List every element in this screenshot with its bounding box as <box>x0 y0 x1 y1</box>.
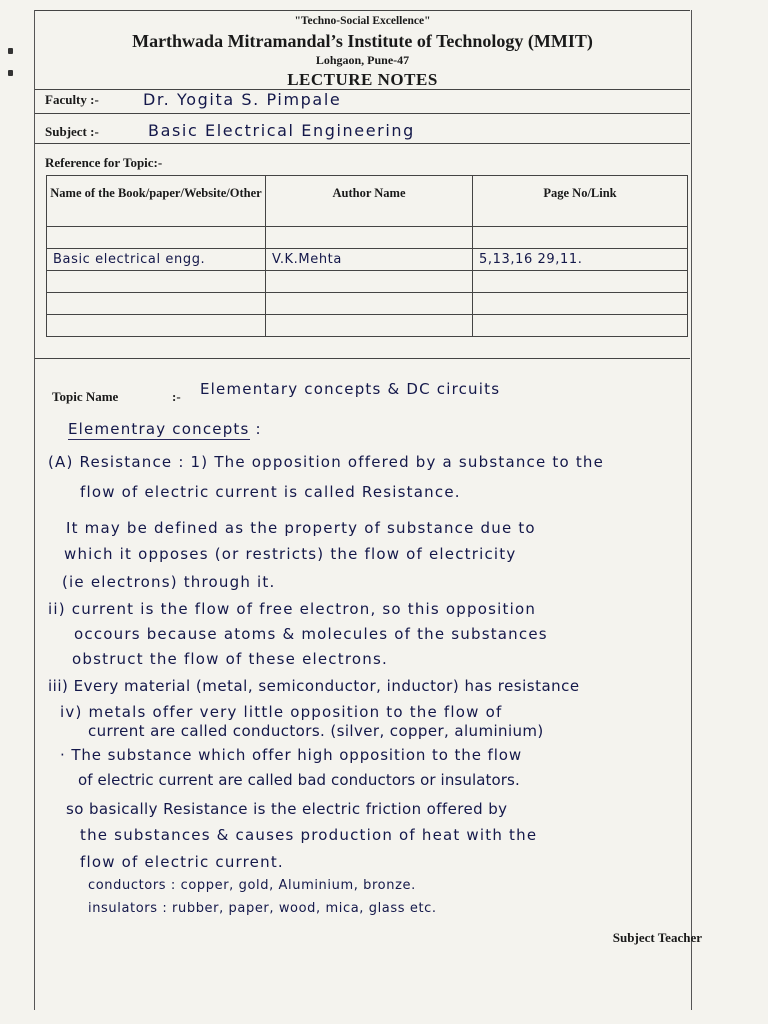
motto: "Techno-Social Excellence" <box>294 15 431 27</box>
note-line: of electric current are called bad conductors or insulators. <box>78 771 520 789</box>
note-line: flow of electric current. <box>80 853 284 871</box>
note-line: which it opposes (or restricts) the flow of electricity <box>64 545 517 563</box>
column-header: Author Name <box>266 176 473 227</box>
topic-separator: :- <box>172 389 181 404</box>
table-row <box>47 227 688 249</box>
note-line: flow of electric current is called Resistance. <box>80 483 461 501</box>
page-title: LECTURE NOTES <box>287 70 438 89</box>
column-header: Name of the Book/paper/Website/Other <box>47 176 266 227</box>
note-line: It may be defined as the property of substance due to <box>66 519 536 537</box>
note-line: ii) current is the flow of free electron, so this opposition <box>48 600 537 618</box>
divider <box>35 113 690 114</box>
faculty-value: Dr. Yogita S. Pimpale <box>143 90 342 109</box>
note-line: (A) Resistance : 1) The opposition offered by a substance to the <box>48 453 605 471</box>
divider <box>35 143 690 144</box>
table-cell: 5,13,16 29,11. <box>473 249 688 271</box>
note-line: conductors : copper, gold, Aluminium, bronze. <box>88 878 416 893</box>
subject-teacher-label: Subject Teacher <box>612 930 702 945</box>
note-line: · The substance which offer high opposition to the flow <box>60 746 523 764</box>
punch-mark <box>8 48 13 54</box>
table-cell: Basic electrical engg. <box>47 249 266 271</box>
table-row <box>47 293 688 315</box>
note-line: obstruct the flow of these electrons. <box>72 650 388 668</box>
divider <box>35 358 690 359</box>
table-row <box>47 271 688 293</box>
table-row <box>47 249 688 271</box>
column-header: Page No/Link <box>473 176 688 227</box>
table-row <box>47 315 688 337</box>
table-cell: V.K.Mehta <box>266 249 473 271</box>
topic-value: Elementary concepts & DC circuits <box>200 380 501 398</box>
subject-label: Subject :- <box>45 124 99 139</box>
notes-heading-text: Elementray concepts <box>68 420 250 438</box>
note-line: iii) Every material (metal, semiconductor, inductor) has resistance <box>48 677 580 695</box>
institute-name: Marthwada Mitramandal’s Institute of Technology (MMIT) <box>132 31 593 51</box>
note-line: occours because atoms & molecules of the substances <box>74 625 548 643</box>
topic-label: Topic Name <box>52 389 119 404</box>
institute-address: Lohgaon, Pune-47 <box>315 53 410 67</box>
punch-mark <box>8 70 13 76</box>
note-line: iv) metals offer very little opposition to the flow of <box>60 703 503 721</box>
reference-label: Reference for Topic:- <box>45 155 163 170</box>
notes-heading <box>68 420 262 438</box>
subject-value: Basic Electrical Engineering <box>148 121 415 140</box>
note-line: the substances & causes production of heat with the <box>80 826 538 844</box>
notes-heading-colon: : <box>255 420 262 438</box>
letterhead <box>35 10 690 90</box>
note-line: current are called conductors. (silver, copper, aluminium) <box>88 722 544 740</box>
reference-table <box>46 175 688 337</box>
faculty-label: Faculty :- <box>45 92 99 107</box>
table-header-row <box>47 176 688 227</box>
note-line: (ie electrons) through it. <box>62 573 276 591</box>
note-line: insulators : rubber, paper, wood, mica, glass etc. <box>88 901 437 916</box>
note-line: so basically Resistance is the electric friction offered by <box>66 800 508 818</box>
